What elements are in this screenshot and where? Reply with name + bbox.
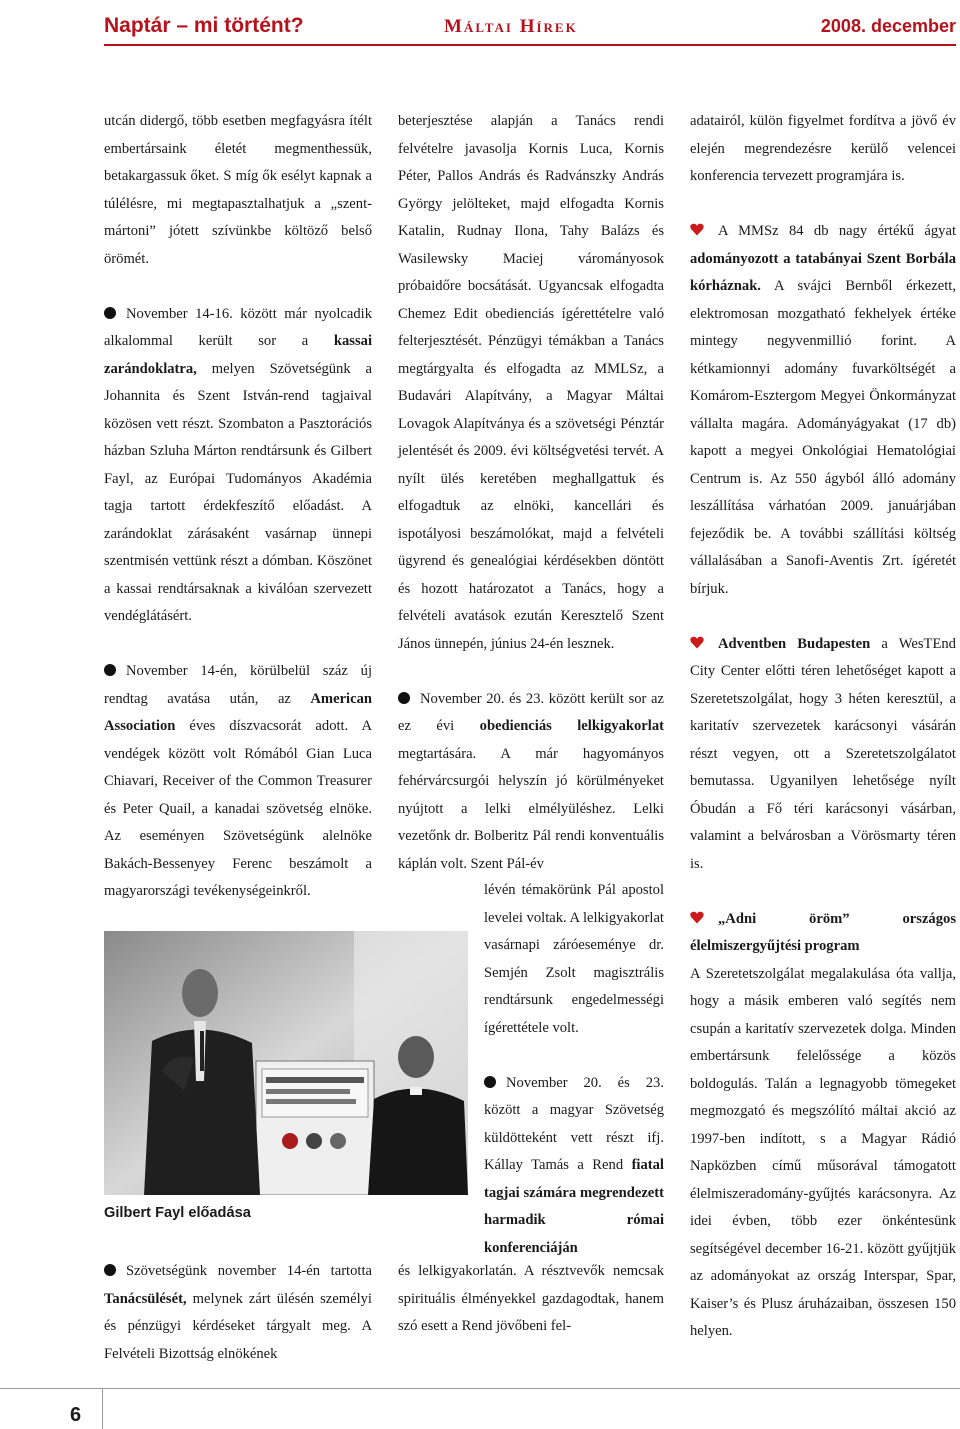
- paragraph: A Szeretetszolgálat megalakulása óta vallja, hogy a másik emberen való segítés nem csupán a karitatív szervezetek dolga. Minden embertársunk felelőssége a közös boldogulás. Talán a legnagyobb tömegeket megmozgató és megszólító máltai akció az 1997-ben indított, s a Magyar Rádió Napközben című műsorával támogatott élelmiszeradomány-gyűjtés karácsonyra. Az idei évben, több ezer önkéntesünk segítségével december 16-21. között gyűjtjük az adományokat az ország Interspar, Spar, Kaiser’s és Plusz áruházaiban, összesen 150 helyen.: [690, 965, 956, 1339]
- paragraph: Adventben Budapesten a WesTEnd City Center előtti téren lehetőséget kapott a Szeretetszolgálat, hogy 3 héten keresztül, a karitatív szervezetek karácsonyi vásárán részt vegyen, ott a Szeretetszolgálatot bemutassa. Ugyanilyen lehetősége nyílt Óbudán a Fő téri karácsonyi vásárban, valamint a belvárosban a Vörösmarty téren is.: [690, 635, 956, 872]
- bullet-dot-icon: [398, 692, 410, 704]
- page-header: [104, 10, 956, 42]
- paragraph: November 20. és 23. között került sor az ez évi obedienciás lelkigyakorlat megtartására. A már hagyományos fehérvárcsurgói helyszín jó körülményeket nyújtott a lelki elmélyüléshez. Lelki vezetőnk dr. Bolberitz Pál rendi konventuális káplán volt. Szent Pál-év: [398, 690, 664, 872]
- paragraph: November 20. és 23. között a magyar Szövetség küldötteként vett részt ifj. Kállay Tamás a Rend fiatal tagjai számára megrendezett harmadik római konferenciáján: [484, 1074, 664, 1256]
- bullet-dot-icon: [104, 1264, 116, 1276]
- paragraph: és lelkigyakorlatán. A résztvevők nemcsak spirituális élményekkel gazdagodtak, hanem szó esett a Rend jövőbeni fel-: [398, 1263, 664, 1334]
- footer-divider: [102, 1388, 103, 1429]
- photo-speaker-image: [104, 931, 468, 1195]
- paragraph: utcán didergő, több esetben megfagyásra ítélt embertársaink életét megmenthessük, betakargassuk őket. S míg ők esélyt kapnak a túlélésre, mi megtapasztalhatjuk a „szent-mártoni” jótett szívünkbe költöző belső örömét.: [104, 113, 372, 267]
- event-photo: [104, 931, 468, 1195]
- footer-rule: [0, 1388, 960, 1389]
- paragraph: beterjesztése alapján a Tanács rendi felvételre javasolja Kornis Luca, Kornis Péter, Pallos András és Radvánszky András György jelölteket, majd elfogadta Kornis Katalin, Rudnay Ilona, Tahy Balázs és Wasilewsky Maciej várományosok próbaidőre bocsátását. Ugyancsak elfogadta Chemez Edit obedienciás ígérettételre való felterjesztését. Pénzügyi témákban a Tanács megtárgyalta és elfogadta az MMLSz, a Budavári Alapítvány, a Magyar Máltai Lovagok Alapítványa és a szövetségi Pénztár jelentését és 2009. évi költségvetési tervét. A nyílt ülés keretében meghallgattuk és elfogadtuk az elnöki, kancellári és ispotályosi beszámolókat, majd a felvételi ügyrend és genealógiai kérdésekben döntött és hozott határozatot a Tanács, hogy a felvételi avatások ezután Keresztelő Szent János ünnepén, június 24-én lesznek.: [398, 113, 664, 652]
- page-number: 6: [70, 1404, 82, 1426]
- header-rule: [104, 44, 956, 46]
- paragraph: November 14-én, körülbelül száz új rendtag avatása után, az American Association éves díszvacsorát adott. A vendégek között volt Rómából Gian Luca Chiavari, Receiver of the Common Treasurer és Peter Quail, a kanadai szövetség elnöke. Az eseményen Szövetségünk alelnöke Bakách-Bessenyey Ferenc beszámolt a magyarországi tevékenységeinkről.: [104, 663, 372, 899]
- heart-icon: [690, 911, 704, 924]
- column-2-narrow: [484, 877, 664, 1262]
- section-title: Naptár – mi történt?: [104, 14, 304, 37]
- column-1: [104, 108, 372, 906]
- heart-icon: [690, 636, 704, 649]
- paragraph: Szövetségünk november 14-én tartotta Tanácsülését, melynek zárt ülésén személyi és pénzügyi kérdéseket tárgyalt meg. A Felvételi Bizottság elnökének: [104, 1263, 372, 1362]
- photo-caption: Gilbert Fayl előadása: [104, 1205, 251, 1221]
- paragraph: „Adni öröm” országos élelmiszergyűjtési program: [690, 910, 956, 954]
- bullet-dot-icon: [104, 307, 116, 319]
- paragraph: A MMSz 84 db nagy értékű ágyat adományozott a tatabányai Szent Borbála kórháznak. A svájci Bernből érkezett, elektromosan mozgatható fekhelyek értéke mintegy negyvenmillió forint. A kétkamionnyi adomány fuvarköltségét a Komárom-Esztergom Megyei Önkormányzat vállalta magára. Adományágyakat (17 db) kapott a megyei Onkológiai Hematológiai Centrum is. Az 550 ágyból álló adomány leszállítása várhatóan 2009. januárjában fejeződik be. A további szállítási költség vállalásában a Sanofi-Aventis Zrt. ígéretét bírjuk.: [690, 223, 956, 597]
- heart-icon: [690, 223, 704, 236]
- paragraph: November 14-16. között már nyolcadik alkalommal került sor a kassai zarándoklatra, melyen Szövetségünk a Johannita és Szent István-rend tagjaival közösen vett részt. Szombaton a Pasztorációs házban Szluha Márton rendtársunk és Gilbert Fayl, az Európai Tudományos Akadémia tagja tartott érdekfeszítő előadást. A zarándoklat zárásaként vasárnap ünnepi szentmisén vettünk részt a dómban. Köszönet a kassai rendtársaknak a kiválóan szervezett vendéglátásért.: [104, 305, 372, 624]
- column-3: [690, 108, 956, 1346]
- column-2-bottom: [398, 1258, 664, 1341]
- publication-title: Máltai Hírek: [444, 16, 578, 37]
- column-2: [398, 108, 664, 878]
- column-1-continued: [104, 1258, 372, 1368]
- paragraph: adatairól, külön figyelmet fordítva a jövő év elején megrendezésre kerülő velencei konferencia tervezett programjára is.: [690, 113, 956, 184]
- bullet-dot-icon: [104, 664, 116, 676]
- paragraph: lévén témakörünk Pál apostol levelei voltak. A lelkigyakorlat vasárnapi záróeseménye dr. Semjén Zsolt magisztrális rendtársunk engedelmességi ígérettétele volt.: [484, 882, 664, 1036]
- bullet-dot-icon: [484, 1076, 496, 1088]
- issue-date: 2008. december: [820, 16, 956, 36]
